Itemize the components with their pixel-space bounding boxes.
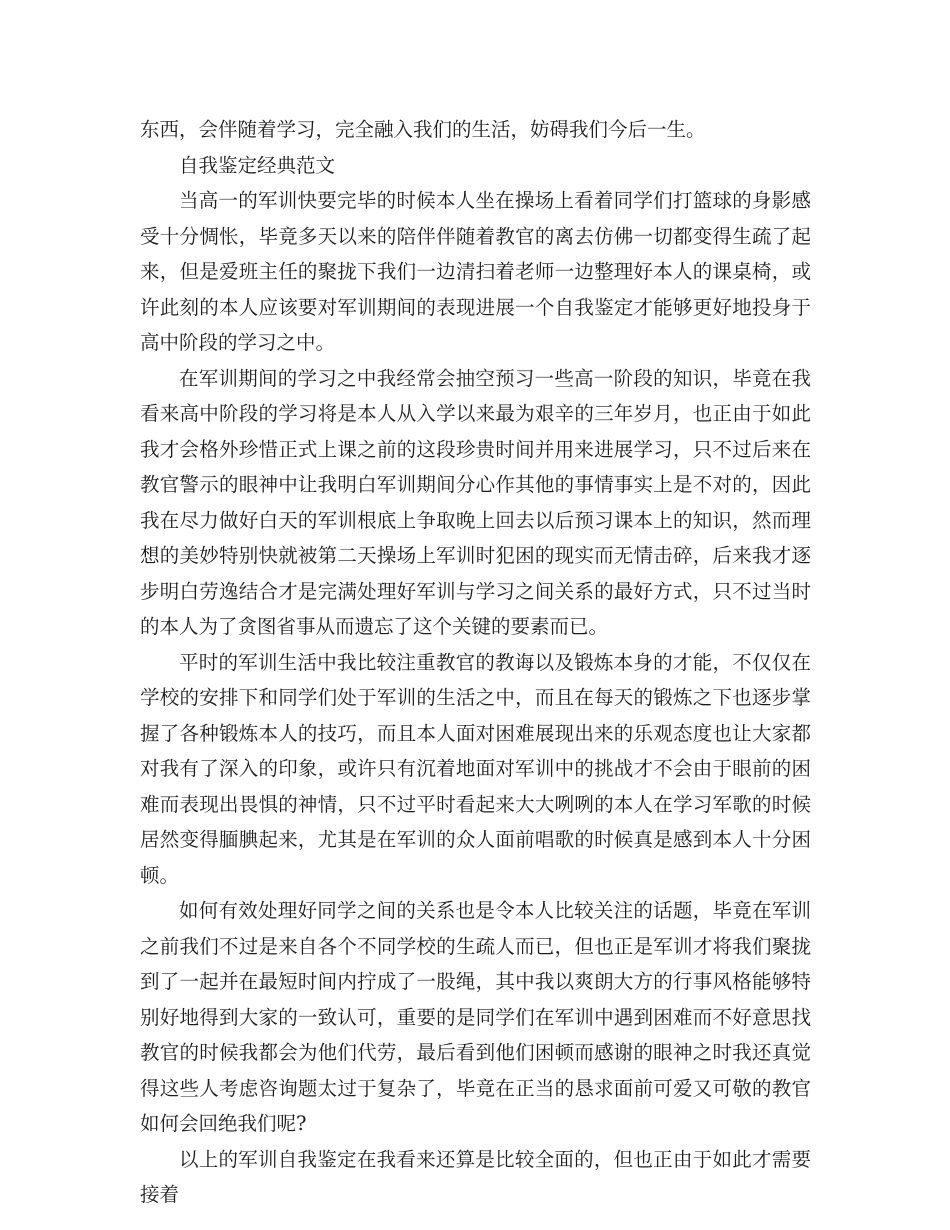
paragraph-4: 如何有效处理好同学之间的关系也是令本人比较关注的话题，毕竟在军训之前我们不过是来自各个不同学校的生疏人而已，但也正是军训才将我们聚拢到了一起并在最短时间内拧成了一股绳，其中我以爽朗大方的行事风格能够特别好地得到大家的一致认可，重要的是同学们在军训中遇到困难而不好意思找教官的时候我都会为他们代劳，最后看到他们困顿而感谢的眼神之时我还真觉得这些人考虑咨询题太过于复杂了，毕竟在正当的恳求面前可爱又可敬的教官如何会回绝我们呢? — [140, 899, 811, 1135]
document-heading: 自我鉴定经典范文 — [179, 153, 336, 177]
paragraph-5: 以上的军训自我鉴定在我看来还算是比较全面的，但也正由于如此才需要接着 — [140, 1147, 811, 1206]
paragraph-1: 当高一的军训快要完毕的时候本人坐在操场上看着同学们打篮球的身影感受十分惆怅，毕竟多天以来的陪伴伴随着教官的离去仿佛一切都变得生疏了起来，但是爱班主任的聚拢下我们一边清扫着老师一边整理好本人的课桌椅，或许此刻的本人应该要对军训期间的表现进展一个自我鉴定才能够更好地投身于高中阶段的学习之中。 — [140, 189, 811, 354]
paragraph-2: 在军训期间的学习之中我经常会抽空预习一些高一阶段的知识，毕竟在我看来高中阶段的学习将是本人从入学以来最为艰辛的三年岁月，也正由于如此我才会格外珍惜正式上课之前的这段珍贵时间并用来进展学习，只不过后来在教官警示的眼神中让我明白军训期间分心作其他的事情事实上是不对的，因此我在尽力做好白天的军训根底上争取晚上回去以后预习课本上的知识，然而理想的美妙特别快就被第二天操场上军训时犯困的现实而无情击碎，后来我才逐步明白劳逸结合才是完满处理好军训与学习之间关系的最好方式，只不过当时的本人为了贪图省事从而遗忘了这个关键的要素而已。 — [140, 366, 811, 638]
paragraph-3: 平时的军训生活中我比较注重教官的教诲以及锻炼本身的才能，不仅仅在学校的安排下和同学们处于军训的生活之中，而且在每天的锻炼之下也逐步掌握了各种锻炼本人的技巧，而且本人面对困难展现出来的乐观态度也让大家都对我有了深入的印象，或许只有沉着地面对军训中的挑战才不会由于眼前的困难而表现出畏惧的神情，只不过平时看起来大大咧咧的本人在学习军歌的时候居然变得腼腆起来，尤其是在军训的众人面前唱歌的时候真是感到本人十分困顿。 — [140, 650, 811, 887]
document-page — [140, 112, 811, 1213]
continuation-line: 东西，会伴随着学习，完全融入我们的生活，妨碍我们今后一生。 — [140, 118, 706, 141]
